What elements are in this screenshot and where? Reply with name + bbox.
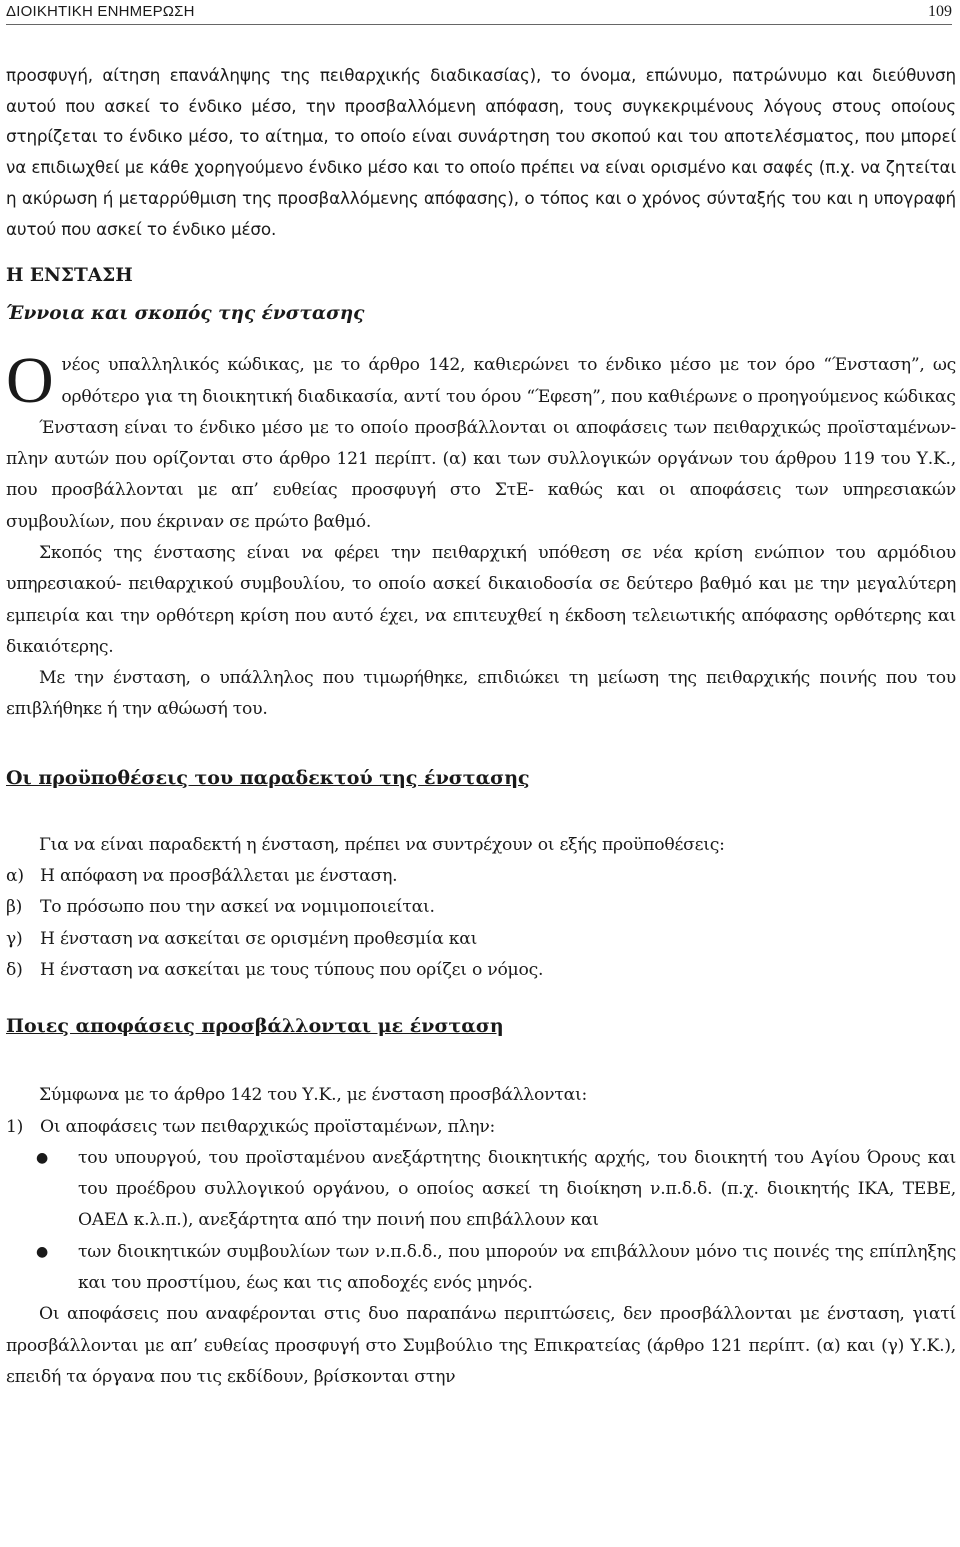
bullet-text: του υπουργού, του προϊσταμένου ανεξάρτητης διοικητικής αρχής, του διοικητή του Αγίου Όρους και του προέδρου συλλογικού οργάνου, ο οποίος ασκεί τη διοίκηση ν.π.δ.δ. (π.χ. διοικητής ΙΚΑ, ΤΕΒΕ, ΟΑΕΔ κ.λ.π.), ανεξάρτητα από την ποινή που επιβάλλουν και <box>78 1147 956 1231</box>
list-marker: δ) <box>6 959 23 980</box>
list-item-text: Το πρόσωπο που την ασκεί να νομιμοποιείται. <box>40 897 435 918</box>
paragraph-new-code <box>6 344 956 418</box>
subheading-meaning: Έννοια και σκοπός της ένστασης <box>6 303 365 325</box>
paragraph-new-code-text: νέος υπαλληλικός κώδικας, με το άρθρο 142, καθιερώνει το ένδικο μέσο με τον όρο “Ένσταση”, ως ορθότερο για τη διοικητική διαδικασία, αντί του όρου “Έφεση”, που καθιέρωνε ο προηγούμενος κώδικας <box>61 355 956 407</box>
bullet-icon: ● <box>36 1243 48 1260</box>
page-number: 109 <box>928 3 952 20</box>
list-item <box>6 1112 956 1143</box>
section-heading-enstasi: Η ΕΝΣΤΑΣΗ <box>6 265 133 287</box>
conditions-list <box>6 861 956 986</box>
list-marker: γ) <box>6 928 23 949</box>
bullet-icon: ● <box>36 1149 48 1166</box>
intro-paragraph: προσφυγή, αίτηση επανάληψης της πειθαρχικής διαδικασίας), το όνομα, επώνυμο, πατρώνυμο και διεύθυνση αυτού που ασκεί το ένδικο μέσο, την προσβαλλόμενη απόφαση, τους συγκεκριμένους λόγους στους οποίους στηρίζεται το ένδικο μέσο, το αίτημα, το οποίο είναι συνάρτηση του σκοπού και του αποτελέσματος, που μπορεί να επιδιωχθεί με κάθε χορηγούμενο ένδικο μέσο και το οποίο πρέπει να είναι ορισμένο και σαφές (π.χ. να ζητείται η ακύρωση ή μεταρρύθμιση της προσβαλλόμενης απόφασης), ο τόπος και ο χρόνος σύνταξής του και η υπογραφή αυτού που ασκεί το ένδικο μέσο. <box>6 65 956 239</box>
list-item-text: Η ένσταση να ασκείται με τους τύπους που ορίζει ο νόμος. <box>40 959 544 980</box>
list-item <box>6 955 956 986</box>
page-content <box>6 60 956 1393</box>
paragraph-definition: Ένσταση είναι το ένδικο μέσο με το οποίο προσβάλλονται οι αποφάσεις των πειθαρχικώς προϊσταμένων- πλην αυτών που ορίζονται στο άρθρο 121 περίπτ. (α) και των συλλογικών οργάνων του άρθρου 119 του Υ.Κ., που προσβάλλονται με απ’ ευθείας προσφυγή στο ΣτΕ- καθώς και οι αποφάσεις των υπηρεσιακών συμβουλίων, που έκριναν σε πρώτο βαθμό. <box>6 417 956 532</box>
list-item <box>6 892 956 923</box>
list-marker: 1) <box>6 1116 24 1137</box>
bullet-item <box>6 1237 956 1300</box>
list-marker: α) <box>6 866 24 887</box>
list-item-text: Η ένσταση να ασκείται σε ορισμένη προθεσμία και <box>40 928 478 949</box>
header-title: ΔΙΟΙΚΗΤΙΚΗ ΕΝΗΜΕΡΩΣΗ <box>6 3 195 20</box>
closing-paragraph: Οι αποφάσεις που αναφέρονται στις δυο παραπάνω περιπτώσεις, δεν προσβάλλονται με ένσταση, γιατί προσβάλλονται με απ’ ευθείας προσφυγή στο Συμβούλιο της Επικρατείας (άρθρο 121 περίπτ. (α) και (γ) Υ.Κ.), επειδή τα όργανα που τις εκδίδουν, βρίσκονται στην <box>6 1304 956 1387</box>
decisions-intro: Σύμφωνα με το άρθρο 142 του Υ.Κ., με ένσταση προσβάλλονται: <box>39 1085 587 1106</box>
list-marker: β) <box>6 897 23 918</box>
section-heading-decisions: Ποιες αποφάσεις προσβάλλονται με ένσταση <box>6 1015 504 1038</box>
list-item-text: Οι αποφάσεις των πειθαρχικώς προϊσταμένων, πλην: <box>40 1116 496 1137</box>
list-item-text: Η απόφαση να προσβάλλεται με ένσταση. <box>40 866 398 887</box>
bullet-text: των διοικητικών συμβουλίων των ν.π.δ.δ., που μπορούν να επιβάλλουν μόνο τις ποινές της επίπληξης και του προστίμου, έως και τις αποδοχές ενός μηνός. <box>78 1241 956 1294</box>
running-header <box>6 0 952 25</box>
section-heading-conditions: Οι προϋποθέσεις του παραδεκτού της ένστασης <box>6 766 530 789</box>
list-item <box>6 924 956 955</box>
bullet-item <box>6 1143 956 1237</box>
paragraph-outcome: Με την ένσταση, ο υπάλληλος που τιμωρήθηκε, επιδιώκει τη μείωση της πειθαρχικής ποινής που του επιβλήθηκε ή την αθώωσή του. <box>6 668 956 720</box>
list-item <box>6 861 956 892</box>
drop-cap: Ο <box>6 344 54 418</box>
paragraph-purpose: Σκοπός της ένστασης είναι να φέρει την πειθαρχική υπόθεση σε νέα κρίση ενώπιον του αρμόδιου υπηρεσιακού- πειθαρχικού συμβουλίου, το οποίο ασκεί δικαιοδοσία σε δεύτερο βαθμό και με την μεγαλύτερη εμπειρία και την ορθότερη κρίση που αυτό έχει, να επιτευχθεί η έκδοση τελειωτικής απόφασης ορθότερης και δικαιότερης. <box>6 543 956 657</box>
conditions-intro: Για να είναι παραδεκτή η ένσταση, πρέπει να συντρέχουν οι εξής προϋποθέσεις: <box>39 834 725 855</box>
